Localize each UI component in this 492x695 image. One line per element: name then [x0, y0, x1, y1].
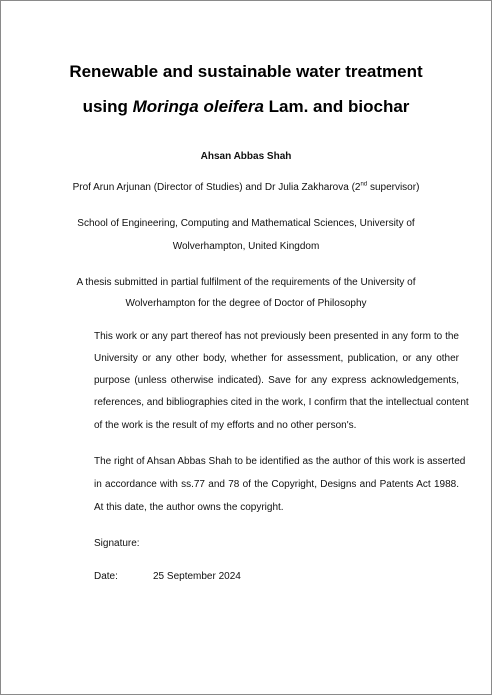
thesis-title-line-1: Renewable and sustainable water treatment [69, 62, 423, 81]
thesis-statement-line-1: A thesis submitted in partial fulfilment of the requirements of the University of [76, 277, 416, 288]
author-name: Ahsan Abbas Shah [200, 151, 292, 162]
title-prefix: using [82, 97, 133, 116]
thesis-statement-line-2: Wolverhampton for the degree of Doctor of Philosophy [125, 298, 367, 309]
signature-label: Signature: [94, 538, 140, 549]
affiliation-line-2: Wolverhampton, United Kingdom [172, 241, 320, 252]
declaration-line: purpose (unless otherwise indicated). Save for any express acknowledgements, [94, 375, 459, 386]
copyright-line: The right of Ahsan Abbas Shah to be identified as the author of this work is asserted [94, 456, 466, 467]
date-label: Date: [94, 571, 118, 582]
affiliation-line-1: School of Engineering, Computing and Mathematical Sciences, University of [77, 218, 415, 229]
declaration-line: University or any other body, whether for assessment, publication, or any other [94, 353, 459, 364]
supervisors-text-end: supervisor) [367, 182, 420, 193]
declaration-line: references, and bibliographies cited in the work, I confirm that the intellectual content [94, 397, 469, 408]
declaration-line: of the work is the result of my efforts and no other person's. [94, 420, 357, 431]
ordinal-superscript: nd [360, 181, 368, 188]
copyright-line: in accordance with ss.77 and 78 of the Copyright, Designs and Patents Act 1988. [94, 479, 459, 490]
supervisors-text: Prof Arun Arjunan (Director of Studies) and Dr Julia Zakharova (2 [72, 182, 361, 193]
copyright-line: At this date, the author owns the copyright. [94, 502, 284, 513]
title-suffix: Lam. and biochar [263, 97, 410, 116]
date-value: 25 September 2024 [153, 571, 241, 582]
title-species-name: Moringa oleifera [132, 97, 264, 116]
declaration-line: This work or any part thereof has not previously been presented in any form to the [94, 331, 459, 342]
supervisors-line [1, 182, 491, 194]
thesis-title-line-2 [21, 97, 471, 117]
